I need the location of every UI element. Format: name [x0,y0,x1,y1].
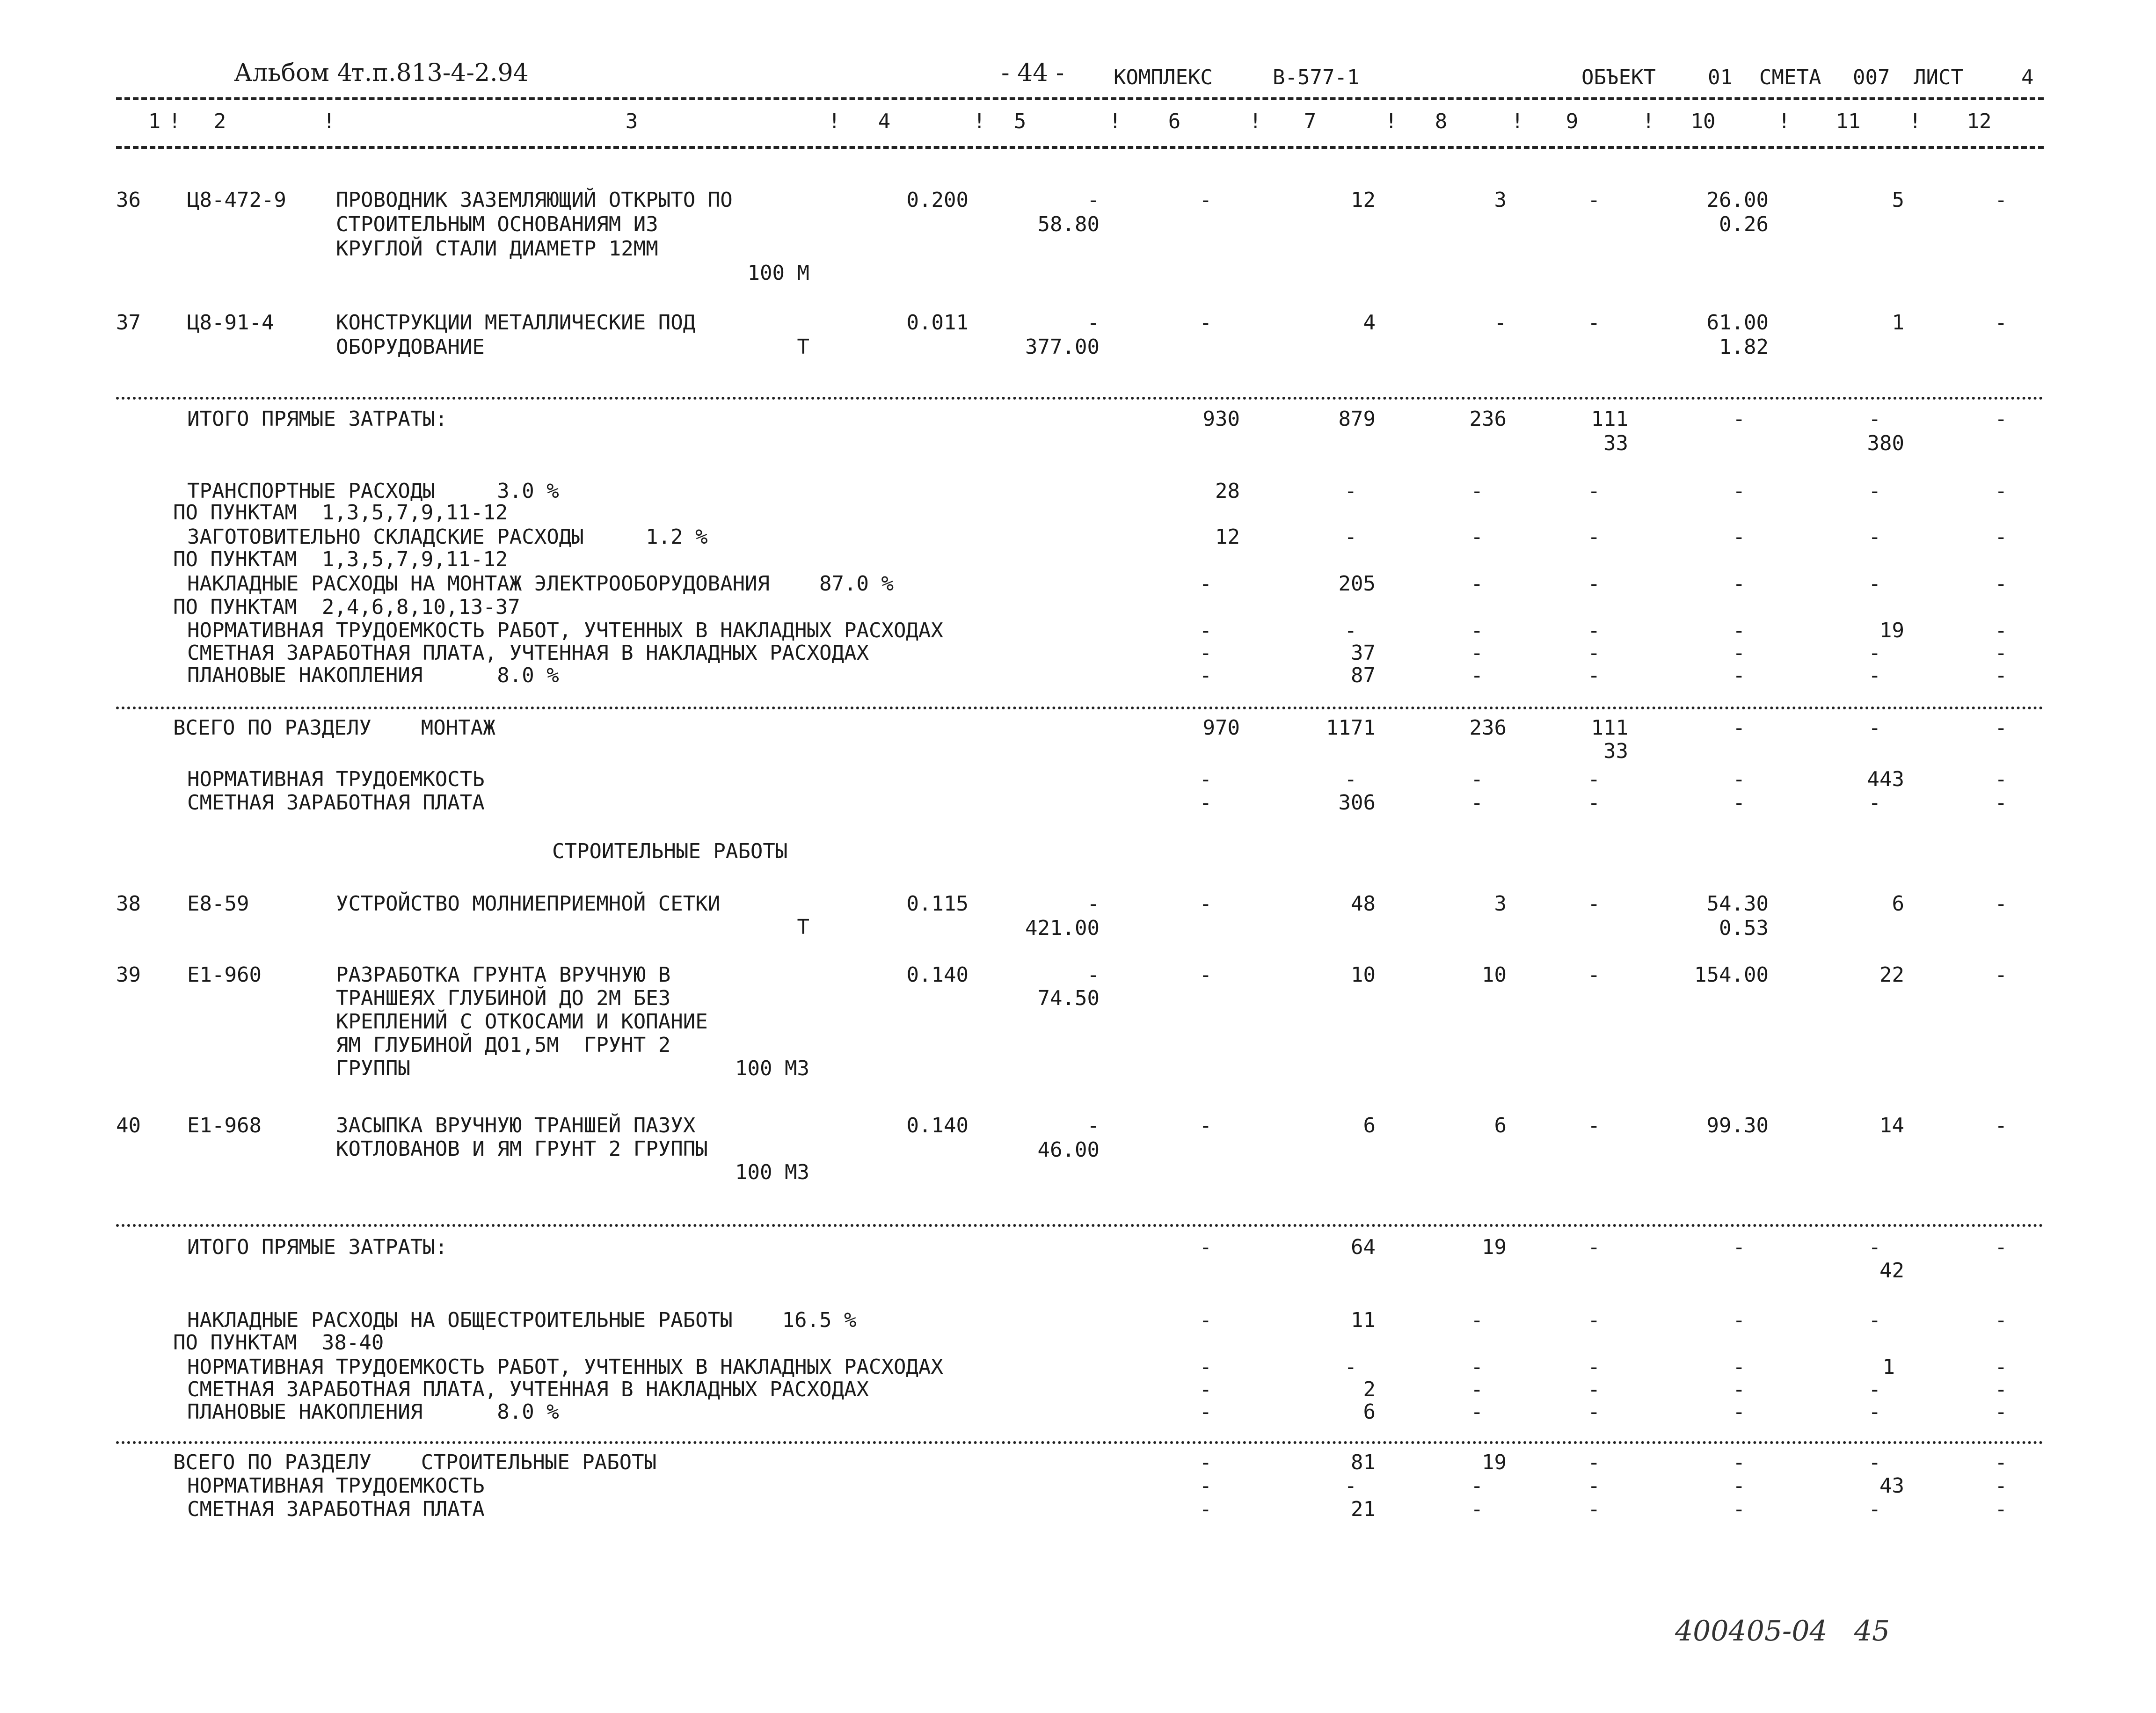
total-c11b: 42 [1879,1259,1904,1283]
row-code: Е8-59 [187,892,249,916]
overhead-c9: - [1588,1308,1600,1332]
section-c8: 236 [1469,716,1507,740]
total-c8: 236 [1469,407,1507,431]
overhead-c8: - [1471,1378,1483,1401]
col-num-11: 11 [1836,109,1861,133]
norm-label: НОРМАТИВНАЯ ТРУДОЕМКОСТЬ [187,767,485,791]
col-sep: ! [1385,109,1398,133]
smeta-label: СМЕТА [1759,66,1821,89]
section-total-label: ВСЕГО ПО РАЗДЕЛУ МОНТАЖ [173,716,495,740]
overhead-c8: - [1471,1400,1483,1424]
section-c7: 81 [1351,1451,1376,1474]
overhead-c12: - [1995,619,2007,642]
overhead-c11: 1 [1882,1355,1895,1379]
row-c8: 3 [1494,188,1507,212]
wage-c10: - [1733,791,1745,815]
section-c9: - [1588,1451,1600,1474]
overhead-c9: - [1588,1355,1600,1379]
overhead-label: СМЕТНАЯ ЗАРАБОТНАЯ ПЛАТА, УЧТЕННАЯ В НАКЛАДНЫХ РАСХОДАХ [187,1378,869,1401]
row-c11: 22 [1879,963,1904,987]
row-c10a: 54.30 [1706,892,1769,916]
section-c11: - [1868,1451,1881,1474]
overhead-c11: - [1868,572,1881,596]
overhead-c9: - [1588,1378,1600,1401]
overhead-c11: 19 [1879,619,1904,642]
total-c9: - [1588,1235,1600,1259]
norm-c9: - [1588,767,1600,791]
norm-c12: - [1995,767,2007,791]
row-c5a: - [1087,1114,1100,1137]
wage-c9: - [1588,791,1600,815]
row-unit: 100 М [747,261,809,285]
overhead-c10: - [1733,619,1745,642]
section-c11: - [1868,716,1881,740]
col-num-1: 1 [148,109,161,133]
overhead-c10: - [1733,663,1745,687]
wage-c12: - [1995,791,2007,815]
col-sep: ! [1778,109,1791,133]
row-desc-line: СТРОИТЕЛЬНЫМ ОСНОВАНИЯМ ИЗ [336,212,658,236]
overhead-c9: - [1588,641,1600,665]
row-c7: 4 [1363,311,1376,335]
row-c8: 10 [1482,963,1507,987]
row-c5a: - [1087,311,1100,335]
overhead-c6: - [1199,619,1212,642]
overhead-c12: - [1995,525,2007,549]
overhead-sub: ПО ПУНКТАМ 1,3,5,7,9,11-12 [173,501,508,525]
row-c10b: 0.53 [1719,916,1769,940]
overhead-c11: - [1868,663,1881,687]
overhead-c6: - [1199,572,1212,596]
row-c5b: 46.00 [1037,1138,1100,1162]
wage-c12: - [1995,1497,2007,1521]
norm-c10: - [1733,767,1745,791]
row-desc-line: КОТЛОВАНОВ И ЯМ ГРУНТ 2 ГРУППЫ [336,1137,708,1161]
row-c12: - [1995,1114,2007,1137]
row-c9: - [1588,963,1600,987]
wage-c7: 21 [1351,1497,1376,1521]
overhead-c11: - [1868,479,1881,503]
overhead-c9: - [1588,619,1600,642]
col-num-7: 7 [1304,109,1317,133]
row-c7: 48 [1351,892,1376,916]
wage-c8: - [1471,791,1483,815]
overhead-c12: - [1995,1378,2007,1401]
col-sep: ! [973,109,986,133]
total-c6: 930 [1202,407,1240,431]
row-c6: - [1199,892,1212,916]
overhead-sub: ПО ПУНКТАМ 1,3,5,7,9,11-12 [173,547,508,571]
col-sep: ! [1909,109,1922,133]
row-c5b: 58.80 [1037,212,1100,236]
section-c9b: 33 [1603,739,1628,763]
norm-c8: - [1471,767,1483,791]
overhead-c9: - [1588,1400,1600,1424]
row-number: 40 [116,1114,141,1137]
section-c12: - [1995,1451,2007,1474]
row-c10a: 99.30 [1706,1114,1769,1137]
overhead-sub: ПО ПУНКТАМ 38-40 [173,1331,384,1355]
overhead-c10: - [1733,1400,1745,1424]
overhead-c8: - [1471,572,1483,596]
col-num-3: 3 [625,109,638,133]
section-c10: - [1733,716,1745,740]
row-c6: - [1199,1114,1212,1137]
row-number: 38 [116,892,141,916]
row-c11: 14 [1879,1114,1904,1137]
row-c5b: 377.00 [1025,335,1100,359]
wage-c9: - [1588,1497,1600,1521]
overhead-c6: 28 [1215,479,1240,503]
overhead-c11: - [1868,1378,1881,1401]
row-quantity: 0.011 [906,311,969,335]
row-desc-line: УСТРОЙСТВО МОЛНИЕПРИЕМНОЙ СЕТКИ [336,892,721,916]
section-c8: 19 [1482,1451,1507,1474]
overhead-c7: 87 [1351,663,1376,687]
norm-c11: 43 [1879,1474,1904,1498]
dotted-divider [116,1441,2044,1444]
row-desc-line: ЗАСЫПКА ВРУЧНУЮ ТРАНШЕЙ ПАЗУХ [336,1114,696,1137]
row-c5a: - [1087,963,1100,987]
complex-label: КОМПЛЕКС [1114,66,1213,89]
overhead-c6: - [1199,641,1212,665]
row-c5b: 74.50 [1037,986,1100,1010]
row-code: Е1-968 [187,1114,262,1137]
col-sep: ! [828,109,841,133]
overhead-c8: - [1471,525,1483,549]
section-c12: - [1995,716,2007,740]
album-label: Альбом 4 [234,59,353,87]
overhead-c11: - [1868,1308,1881,1332]
total-label: ИТОГО ПРЯМЫЕ ЗАТРАТЫ: [187,1235,448,1259]
row-c9: - [1588,188,1600,212]
object-label: ОБЪЕКТ [1581,66,1656,89]
row-desc-line: РАЗРАБОТКА ГРУНТА ВРУЧНУЮ В [336,963,671,987]
overhead-c12: - [1995,1400,2007,1424]
row-c6: - [1199,311,1212,335]
row-unit: 100 М3 [735,1160,809,1184]
page-number: - 44 - [1001,59,1064,87]
overhead-c10: - [1733,641,1745,665]
overhead-label: НОРМАТИВНАЯ ТРУДОЕМКОСТЬ РАБОТ, УЧТЕННЫХ В НАКЛАДНЫХ РАСХОДАХ [187,619,943,642]
overhead-c7: - [1344,479,1357,503]
header-rule-top [116,97,2044,100]
wage-label: СМЕТНАЯ ЗАРАБОТНАЯ ПЛАТА [187,1497,485,1521]
overhead-c10: - [1733,1355,1745,1379]
row-c7: 12 [1351,188,1376,212]
wage-c6: - [1199,791,1212,815]
total-c11a: - [1868,1235,1881,1259]
row-c5b: 421.00 [1025,916,1100,940]
row-unit: 100 М3 [735,1057,809,1080]
overhead-label: НАКЛАДНЫЕ РАСХОДЫ НА МОНТАЖ ЭЛЕКТРООБОРУДОВАНИЯ 87.0 % [187,572,894,596]
total-c6: - [1199,1235,1212,1259]
overhead-sub: ПО ПУНКТАМ 2,4,6,8,10,13-37 [173,595,520,619]
row-desc-line: ГРУППЫ [336,1057,410,1080]
overhead-c7: 6 [1363,1400,1376,1424]
row-quantity: 0.140 [906,1114,969,1137]
row-c9: - [1588,892,1600,916]
norm-c7: - [1344,1474,1357,1498]
overhead-c6: - [1199,1378,1212,1401]
section-c6: - [1199,1451,1212,1474]
overhead-c6: - [1199,663,1212,687]
overhead-c7: - [1344,525,1357,549]
wage-label: СМЕТНАЯ ЗАРАБОТНАЯ ПЛАТА [187,791,485,815]
total-c7: 64 [1351,1235,1376,1259]
row-desc-line: ПРОВОДНИК ЗАЗЕМЛЯЮЩИЙ ОТКРЫТО ПО [336,188,733,212]
row-c10a: 26.00 [1706,188,1769,212]
row-c6: - [1199,188,1212,212]
row-desc-line: ОБОРУДОВАНИЕ [336,335,485,359]
total-label: ИТОГО ПРЯМЫЕ ЗАТРАТЫ: [187,407,448,431]
overhead-c7: 205 [1338,572,1376,596]
overhead-label: ПЛАНОВЫЕ НАКОПЛЕНИЯ 8.0 % [187,1400,559,1424]
overhead-c12: - [1995,641,2007,665]
row-number: 36 [116,188,141,212]
col-sep: ! [1249,109,1262,133]
col-num-4: 4 [878,109,891,133]
overhead-c6: - [1199,1400,1212,1424]
row-unit: Т [797,915,809,939]
handwritten-note: 400405-04 45 [1675,1615,1890,1647]
overhead-c10: - [1733,1378,1745,1401]
overhead-c6: - [1199,1355,1212,1379]
total-c10: - [1733,407,1745,431]
overhead-c9: - [1588,572,1600,596]
complex-code: В-577-1 [1273,66,1360,89]
overhead-c8: - [1471,1308,1483,1332]
col-sep: ! [323,109,335,133]
col-sep: ! [1109,109,1122,133]
overhead-c9: - [1588,525,1600,549]
header-rule-bottom [116,146,2044,149]
row-desc-line: КОНСТРУКЦИИ МЕТАЛЛИЧЕСКИЕ ПОД [336,311,696,335]
overhead-c10: - [1733,525,1745,549]
dotted-divider [116,397,2044,400]
norm-c6: - [1199,767,1212,791]
norm-c11: 443 [1867,767,1904,791]
overhead-c7: - [1344,619,1357,642]
norm-c9: - [1588,1474,1600,1498]
section-c9a: 111 [1591,716,1628,740]
total-c11b: 380 [1867,431,1904,455]
row-desc-line: ЯМ ГЛУБИНОЙ ДО1,5М ГРУНТ 2 [336,1033,671,1057]
row-c12: - [1995,892,2007,916]
overhead-c8: - [1471,479,1483,503]
row-c11: 1 [1892,311,1904,335]
row-c7: 10 [1351,963,1376,987]
dotted-divider [116,707,2044,709]
overhead-c11: - [1868,525,1881,549]
col-num-10: 10 [1690,109,1716,133]
row-quantity: 0.115 [906,892,969,916]
norm-c6: - [1199,1474,1212,1498]
overhead-label: ЗАГОТОВИТЕЛЬНО СКЛАДСКИЕ РАСХОДЫ 1.2 % [187,525,708,549]
overhead-c6: 12 [1215,525,1240,549]
row-c9: - [1588,311,1600,335]
row-c5a: - [1087,188,1100,212]
tp-label: т.п.813-4-2.94 [351,59,529,87]
overhead-c8: - [1471,641,1483,665]
row-c10a: 61.00 [1706,311,1769,335]
wage-c10: - [1733,1497,1745,1521]
row-desc-line: КРУГЛОЙ СТАЛИ ДИАМЕТР 12ММ [336,237,658,261]
col-num-8: 8 [1435,109,1448,133]
col-num-9: 9 [1566,109,1579,133]
norm-c8: - [1471,1474,1483,1498]
col-sep: ! [168,109,181,133]
row-c10a: 154.00 [1694,963,1769,987]
row-quantity: 0.200 [906,188,969,212]
row-c12: - [1995,188,2007,212]
overhead-c8: - [1471,1355,1483,1379]
row-c6: - [1199,963,1212,987]
overhead-c7: 2 [1363,1378,1376,1401]
row-c7: 6 [1363,1114,1376,1137]
row-c11: 5 [1892,188,1904,212]
overhead-label: НОРМАТИВНАЯ ТРУДОЕМКОСТЬ РАБОТ, УЧТЕННЫХ В НАКЛАДНЫХ РАСХОДАХ [187,1355,943,1379]
norm-c12: - [1995,1474,2007,1498]
overhead-c10: - [1733,572,1745,596]
overhead-label: НАКЛАДНЫЕ РАСХОДЫ НА ОБЩЕСТРОИТЕЛЬНЫЕ РАБОТЫ 16.5 % [187,1308,857,1332]
overhead-c12: - [1995,572,2007,596]
col-num-5: 5 [1013,109,1027,133]
row-c9: - [1588,1114,1600,1137]
row-number: 37 [116,311,141,335]
col-sep: ! [1642,109,1655,133]
overhead-c8: - [1471,663,1483,687]
overhead-label: СМЕТНАЯ ЗАРАБОТНАЯ ПЛАТА, УЧТЕННАЯ В НАКЛАДНЫХ РАСХОДАХ [187,641,869,665]
section-c10: - [1733,1451,1745,1474]
total-c8: 19 [1482,1235,1507,1259]
wage-c11: - [1868,1497,1881,1521]
sheet-label: ЛИСТ [1914,66,1963,89]
dotted-divider [116,1224,2044,1227]
row-c12: - [1995,311,2007,335]
overhead-c6: - [1199,1308,1212,1332]
norm-c10: - [1733,1474,1745,1498]
total-c7: 879 [1338,407,1376,431]
row-code: Ц8-472-9 [187,188,286,212]
overhead-c12: - [1995,663,2007,687]
smeta-number: 007 [1853,66,1890,89]
row-desc-line: КРЕПЛЕНИЙ С ОТКОСАМИ И КОПАНИЕ [336,1010,708,1034]
overhead-c7: - [1344,1355,1357,1379]
total-c11a: - [1868,407,1881,431]
row-c8: - [1494,311,1507,335]
section-c7: 1171 [1326,716,1376,740]
row-c8: 6 [1494,1114,1507,1137]
row-c12: - [1995,963,2007,987]
row-c10b: 1.82 [1719,335,1769,359]
section-total-label: ВСЕГО ПО РАЗДЕЛУ СТРОИТЕЛЬНЫЕ РАБОТЫ [173,1451,657,1474]
overhead-label: ТРАНСПОРТНЫЕ РАСХОДЫ 3.0 % [187,479,559,503]
overhead-label: ПЛАНОВЫЕ НАКОПЛЕНИЯ 8.0 % [187,663,559,687]
object-number: 01 [1708,66,1733,89]
overhead-c11: - [1868,641,1881,665]
row-code: Ц8-91-4 [187,311,274,335]
total-c9b: 33 [1603,431,1628,455]
col-num-2: 2 [213,109,226,133]
row-unit: Т [797,335,809,359]
wage-c11: - [1868,791,1881,815]
overhead-c9: - [1588,479,1600,503]
overhead-c12: - [1995,479,2007,503]
total-c12: - [1995,1235,2007,1259]
overhead-c7: 11 [1351,1308,1376,1332]
col-num-6: 6 [1168,109,1181,133]
overhead-c7: 37 [1351,641,1376,665]
col-num-12: 12 [1967,109,1992,133]
row-code: Е1-960 [187,963,262,987]
row-c11: 6 [1892,892,1904,916]
col-sep: ! [1511,109,1524,133]
overhead-c12: - [1995,1308,2007,1332]
total-c9a: 111 [1591,407,1628,431]
norm-label: НОРМАТИВНАЯ ТРУДОЕМКОСТЬ [187,1474,485,1498]
overhead-c9: - [1588,663,1600,687]
wage-c7: 306 [1338,791,1376,815]
wage-c8: - [1471,1497,1483,1521]
row-desc-line: ТРАНШЕЯХ ГЛУБИНОЙ ДО 2М БЕЗ [336,986,671,1010]
overhead-c12: - [1995,1355,2007,1379]
row-c5a: - [1087,892,1100,916]
overhead-c10: - [1733,479,1745,503]
overhead-c8: - [1471,619,1483,642]
row-quantity: 0.140 [906,963,969,987]
norm-c7: - [1344,767,1357,791]
section-c6: 970 [1202,716,1240,740]
row-c8: 3 [1494,892,1507,916]
wage-c6: - [1199,1497,1212,1521]
row-c10b: 0.26 [1719,212,1769,236]
sheet-number: 4 [2021,66,2034,89]
total-c12: - [1995,407,2007,431]
row-number: 39 [116,963,141,987]
overhead-c11: - [1868,1400,1881,1424]
section-heading: СТРОИТЕЛЬНЫЕ РАБОТЫ [552,839,788,863]
total-c10: - [1733,1235,1745,1259]
overhead-c10: - [1733,1308,1745,1332]
